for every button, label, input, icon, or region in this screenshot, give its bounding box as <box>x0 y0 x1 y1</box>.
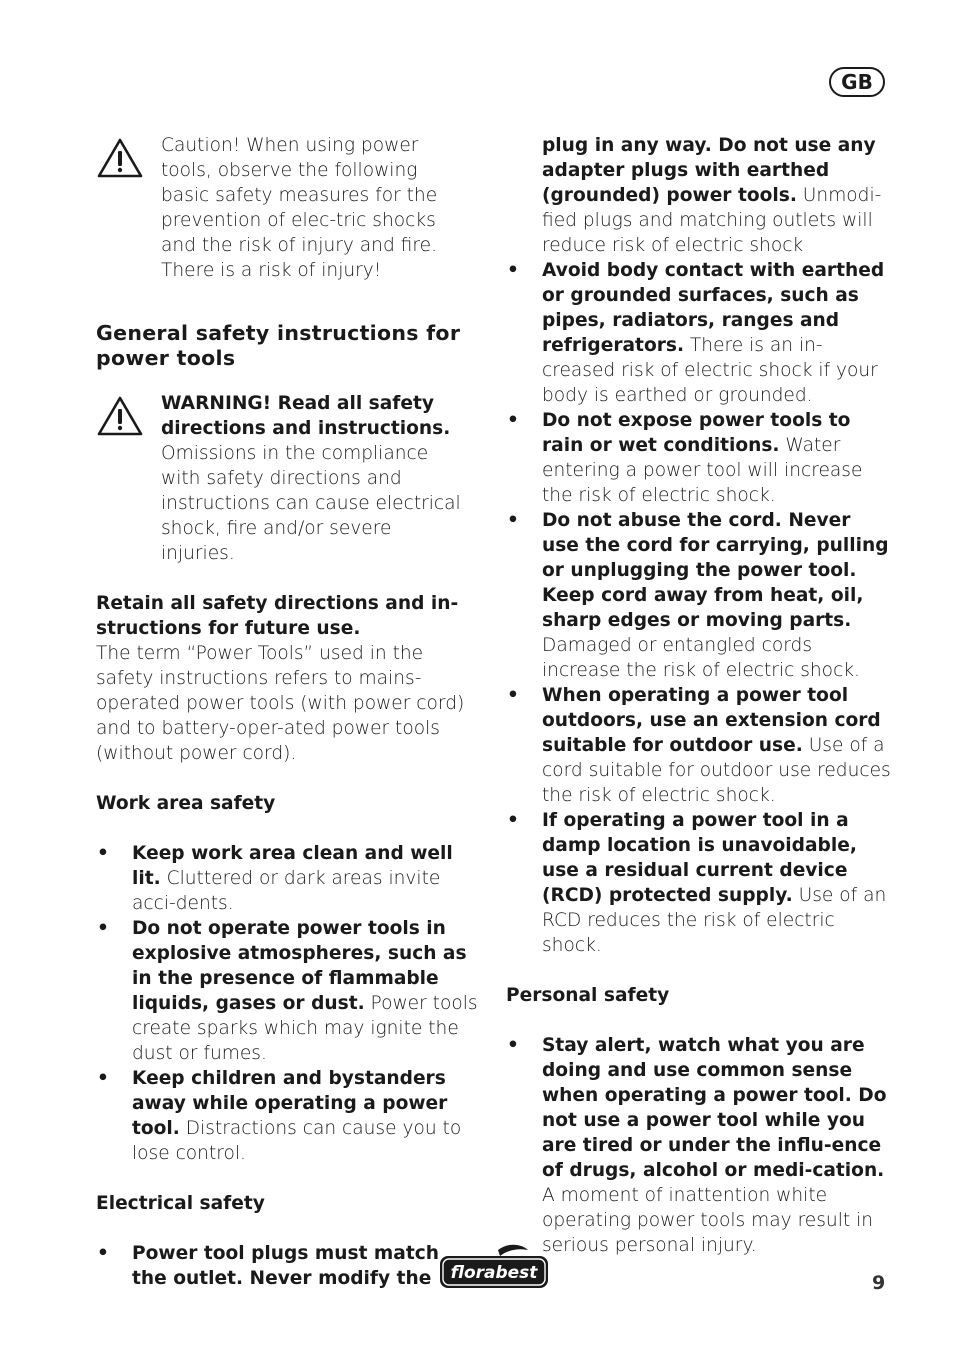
item-bold: Keep work area clean and well lit. <box>132 843 453 889</box>
item-text: A moment of inattention white operating power tools may result in serious personal injury. <box>542 1185 874 1256</box>
list-item <box>506 1033 891 1258</box>
language-badge: GB <box>829 67 885 97</box>
retain-heading: Retain all safety directions and in-structions for future use. <box>96 593 459 639</box>
item-text: Distractions can cause you to lose control. <box>132 1118 462 1164</box>
page-number: 9 <box>872 1272 886 1294</box>
warning-triangle-icon <box>96 394 144 438</box>
item-bold: Do not operate power tools in explosive atmospheres, such as in the presence of flammable liquids, gases or dust. <box>132 918 467 1014</box>
list-item <box>506 683 891 808</box>
warning-text: Omissions in the compliance with safety directions and instructions can cause electrical shock, fire and/or severe injuries. <box>161 443 461 564</box>
item-text: Damaged or entangled cords increase the risk of electric shock. <box>542 635 860 681</box>
work-area-list <box>96 841 486 1166</box>
bullet: • <box>507 810 519 831</box>
bullet: • <box>507 1035 519 1056</box>
bullet: • <box>97 843 109 864</box>
right-column <box>506 133 891 1258</box>
list-item <box>506 408 891 508</box>
list-item <box>506 258 891 408</box>
general-safety-heading: General safety instructions for power tools <box>96 321 461 370</box>
item-bold: Do not abuse the cord. Never use the cord for carrying, pulling or unplugging the power tool. Keep cord away from heat, oil, sharp edges or moving parts. <box>542 510 889 631</box>
item-bold: Do not expose power tools to rain or wet conditions. <box>542 410 851 456</box>
bullet: • <box>97 1243 109 1264</box>
item-text: There is an in-creased risk of electric shock if your body is earthed or grounded. <box>542 335 878 406</box>
item-bold: When operating a power tool outdoors, use an extension cord suitable for outdoor use. <box>542 685 881 756</box>
bullet: • <box>507 260 519 281</box>
bullet: • <box>507 410 519 431</box>
item-text: Use of a cord suitable for outdoor use reduces the risk of electric shock. <box>542 735 891 806</box>
electrical-list-start <box>96 1241 486 1291</box>
logo-text: florabest <box>450 1263 538 1283</box>
list-item <box>506 508 891 683</box>
item-text: Use of an RCD reduces the risk of electric shock. <box>542 885 887 956</box>
electrical-list-continued <box>506 133 891 958</box>
list-item <box>96 916 486 1066</box>
bullet: • <box>97 918 109 939</box>
warning-triangle-icon <box>96 136 144 180</box>
caution-text: Caution! When using power tools, observe the following basic safety measures for the prevention of elec-tric shocks and the risk of injury and fire. There is a risk of injury! <box>161 135 438 281</box>
list-item <box>96 1241 486 1291</box>
florabest-logo <box>438 1244 550 1290</box>
warning-block <box>96 391 486 566</box>
left-column <box>96 133 486 1291</box>
warning-paragraph <box>161 391 461 566</box>
bullet: • <box>507 685 519 706</box>
personal-list <box>506 1033 891 1258</box>
personal-safety-heading: Personal safety <box>506 985 670 1006</box>
retain-text: The term “Power Tools” used in the safety instructions refers to mains-operated power tools (with power cord) and to battery-oper-ated power tools (without power cord). <box>96 643 465 764</box>
item-bold: Stay alert, watch what you are doing and use common sense when operating a power tool. Do not use a power tool while you are tired or under the influ-ence of drugs, alcohol or medi-cation. <box>542 1035 887 1181</box>
item-bold: If operating a power tool in a damp location is unavoidable, use a residual current device (RCD) protected supply. <box>542 810 857 906</box>
caution-block <box>96 133 486 283</box>
electrical-safety-heading: Electrical safety <box>96 1193 265 1214</box>
item-text: Power tools create sparks which may ignite the dust or fumes. <box>132 993 478 1064</box>
item-bold: Power tool plugs must match the outlet. Never modify the <box>132 1243 439 1289</box>
item-text: Unmodi-fied plugs and matching outlets will reduce risk of electric shock <box>542 185 882 256</box>
item-text: Water entering a power tool will increase the risk of electric shock. <box>542 435 863 506</box>
item-bold: plug in any way. Do not use any adapter plugs with earthed (grounded) power tools. <box>542 135 876 206</box>
item-bold: Keep children and bystanders away while operating a power tool. <box>132 1068 448 1139</box>
item-text: Cluttered or dark areas invite acci-dents. <box>132 868 441 914</box>
item-bold: Avoid body contact with earthed or grounded surfaces, such as pipes, radiators, ranges and refrigerators. <box>542 260 885 356</box>
list-item <box>506 133 891 258</box>
warning-bold: WARNING! Read all safety directions and instructions. <box>161 393 451 439</box>
list-item <box>96 841 486 916</box>
bullet: • <box>507 510 519 531</box>
bullet: • <box>97 1068 109 1089</box>
list-item <box>506 808 891 958</box>
list-item <box>96 1066 486 1166</box>
work-area-heading: Work area safety <box>96 793 276 814</box>
